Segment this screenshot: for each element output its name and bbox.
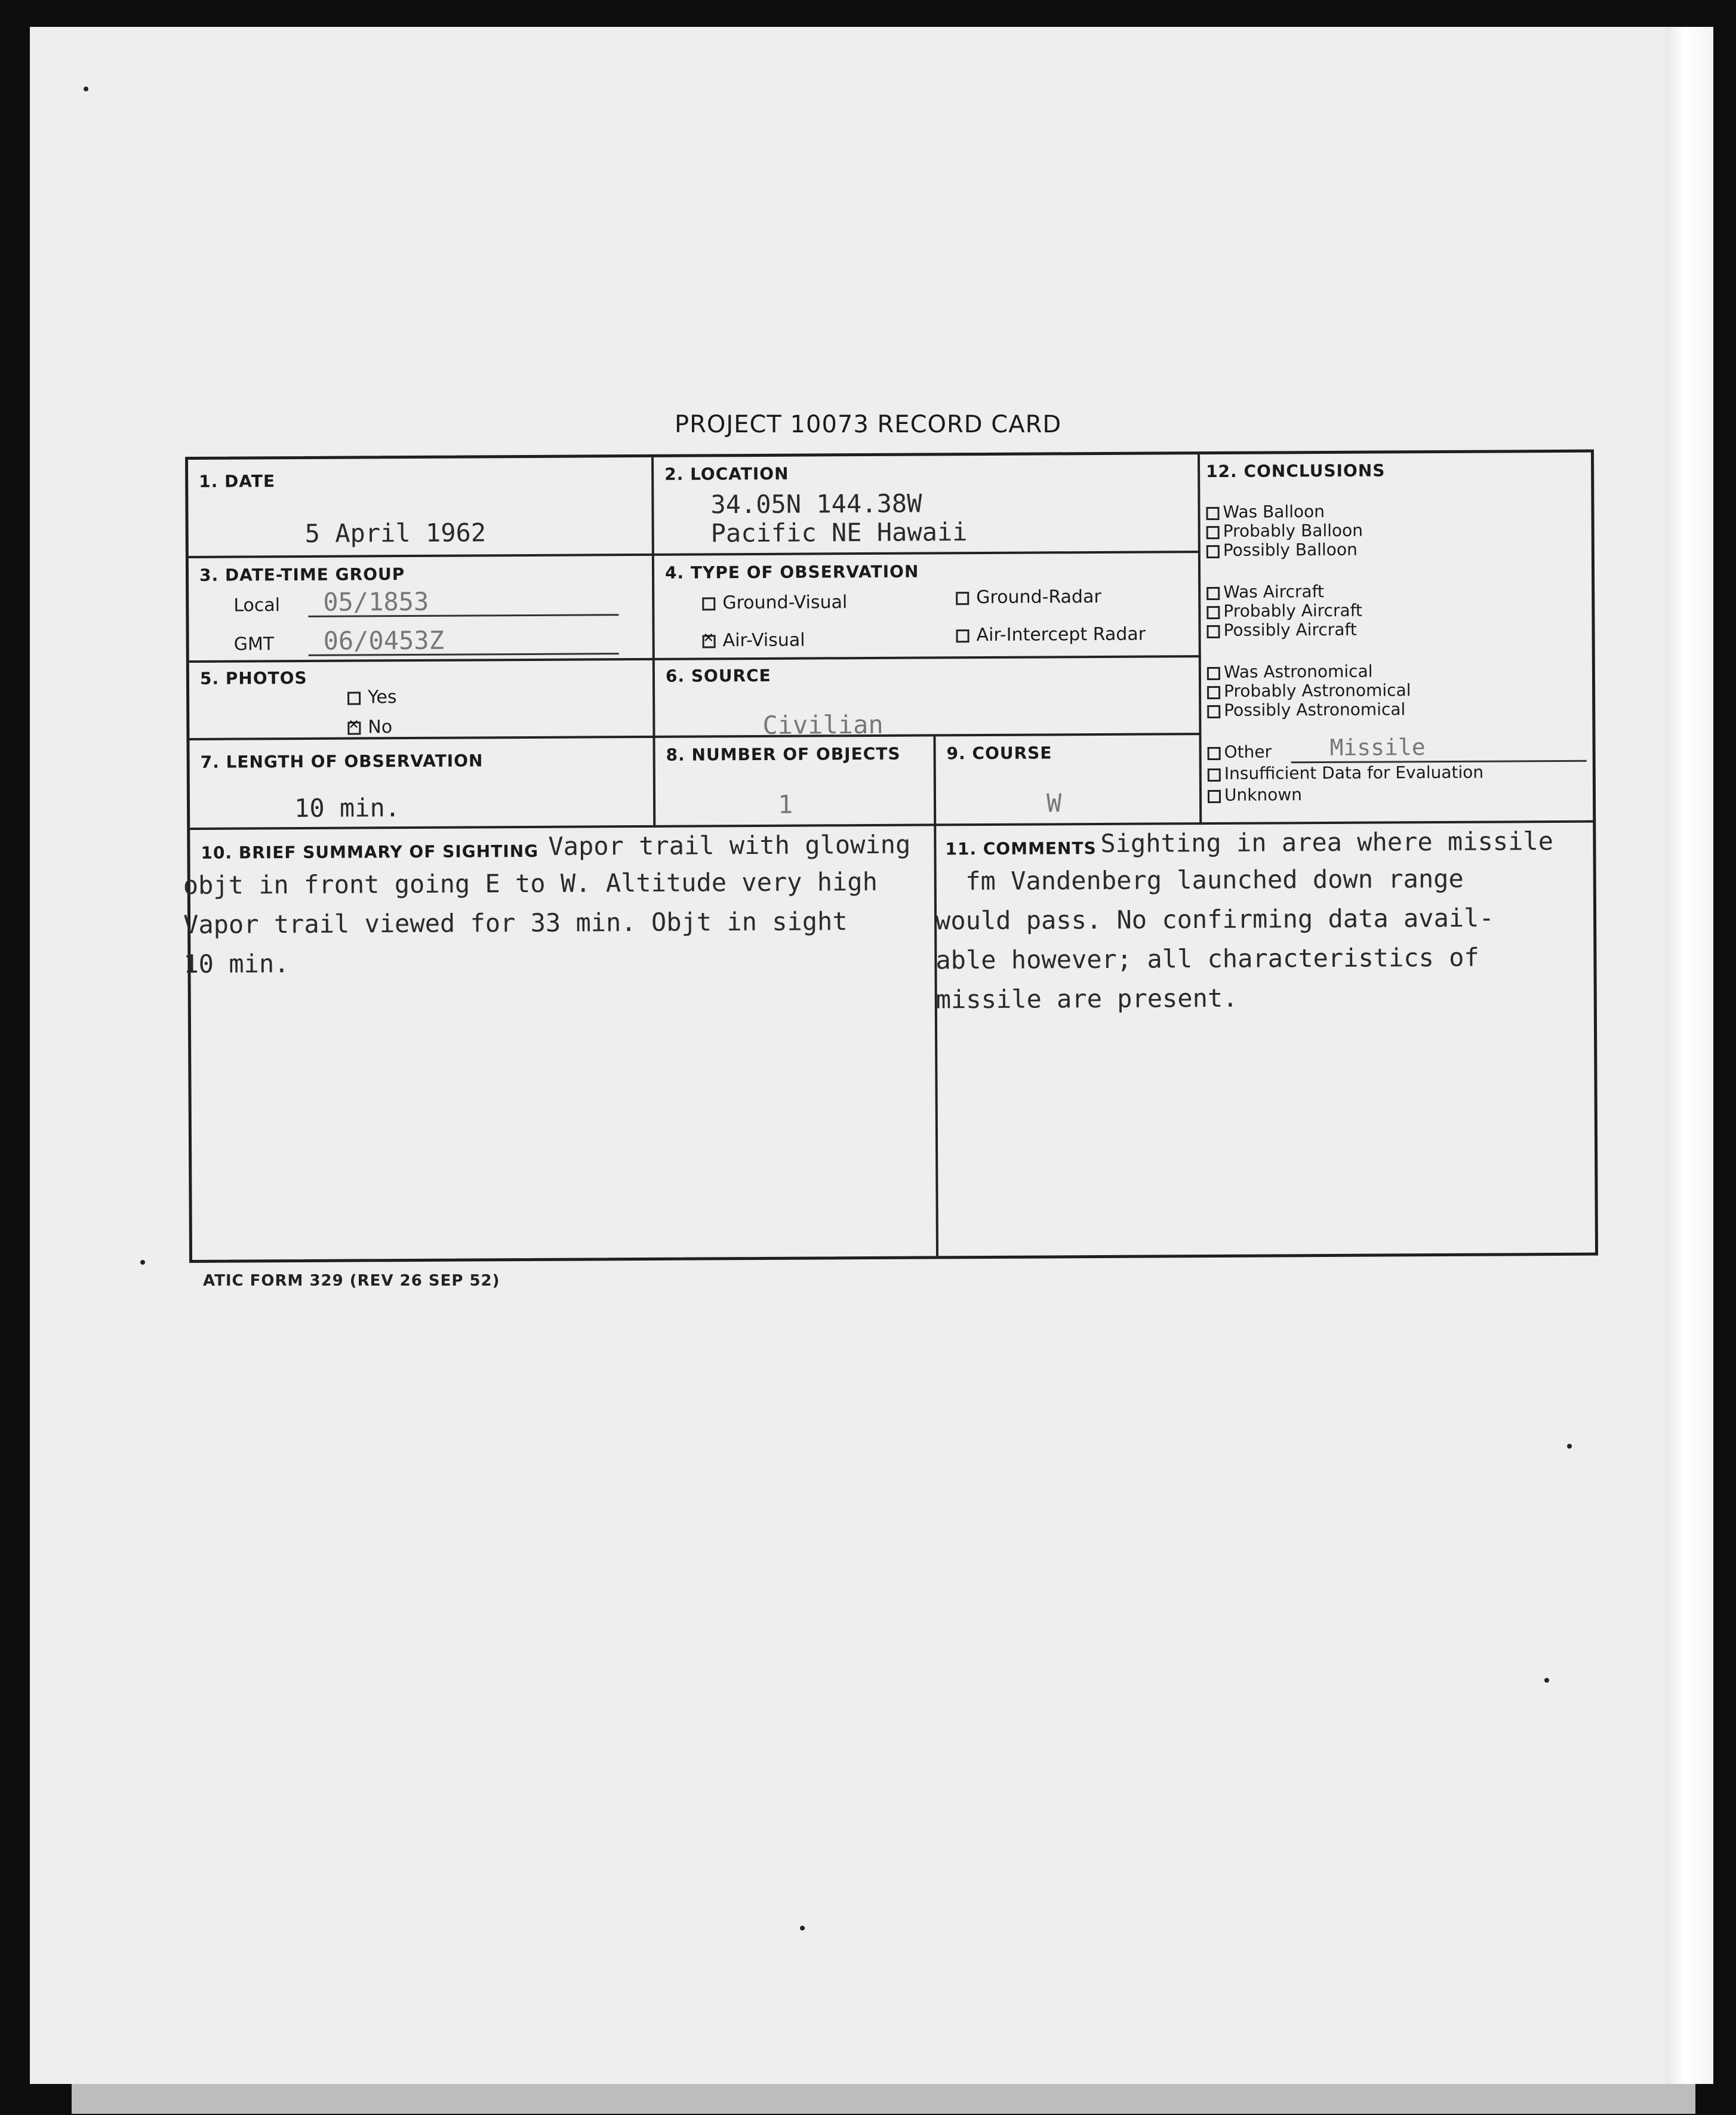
photos-label: 5. PHOTOS <box>199 668 307 688</box>
comments-first-line: Sighting in area where missile <box>1100 826 1554 858</box>
length-of-observation-label: 7. LENGTH OF OBSERVATION <box>200 751 484 772</box>
conclusion-probably-aircraft: Probably Aircraft <box>1223 600 1363 621</box>
checkbox-icon <box>1206 545 1220 558</box>
checkbox-icon <box>347 691 361 705</box>
comments-cell <box>936 823 1595 1256</box>
number-of-objects-cell <box>655 736 936 827</box>
length-of-observation-cell <box>189 738 655 830</box>
option-ground-radar <box>956 586 1101 608</box>
photos-no-label: No <box>368 717 393 738</box>
gmt-time-value: 06/0453Z <box>323 625 445 656</box>
dust-speck <box>84 87 88 91</box>
comments-label: 11. COMMENTS <box>945 838 1097 859</box>
length-of-observation-value: 10 min. <box>294 793 401 823</box>
checkbox-icon <box>1207 705 1220 718</box>
paper-edge <box>1666 27 1713 2084</box>
course-label: 9. COURSE <box>946 743 1052 764</box>
option-ground-visual-label: Ground-Visual <box>722 592 848 614</box>
form-number: ATIC FORM 329 (REV 26 SEP 52) <box>203 1272 500 1290</box>
checkbox-icon <box>1208 790 1221 803</box>
date-label: 1. DATE <box>199 471 276 491</box>
comments-text: fm Vandenberg launched down range would pass. No confirming data avail- able however; all characteristics of missile are present. <box>935 863 1494 1015</box>
checkbox-icon <box>956 629 969 643</box>
photos-yes <box>347 687 397 708</box>
conclusions-label: 12. CONCLUSIONS <box>1206 460 1386 482</box>
location-coordinates: 34.05N 144.38W <box>710 488 922 519</box>
option-ground-visual <box>702 592 847 613</box>
checkbox-icon <box>1207 686 1220 699</box>
checkbox-icon <box>1206 587 1220 600</box>
summary-cell <box>183 826 938 1260</box>
conclusion-other-label: Other <box>1224 742 1272 762</box>
gmt-label: GMT <box>233 634 275 655</box>
date-cell <box>188 457 654 558</box>
checkbox-icon <box>1206 606 1220 619</box>
dust-speck <box>1544 1678 1549 1683</box>
checkbox-icon <box>702 597 715 610</box>
location-area: Pacific NE Hawaii <box>710 517 968 548</box>
source-value: Civilian <box>762 709 884 740</box>
type-of-observation-label: 4. TYPE OF OBSERVATION <box>664 561 919 583</box>
conclusion-was-astronomical: Was Astronomical <box>1223 661 1373 682</box>
scan-border <box>72 2084 1695 2114</box>
checked-box-icon <box>703 635 716 648</box>
option-ground-radar-label: Ground-Radar <box>976 586 1101 608</box>
checkbox-icon <box>1208 747 1221 760</box>
source-label: 6. SOURCE <box>665 665 771 686</box>
date-time-group-cell <box>189 556 655 663</box>
date-time-group-label: 3. DATE-TIME GROUP <box>199 564 405 585</box>
checked-box-icon <box>347 721 361 734</box>
conclusion-was-aircraft: Was Aircraft <box>1223 582 1325 602</box>
checkbox-icon <box>1206 526 1220 539</box>
conclusions-cell <box>1200 453 1593 825</box>
photos-yes-label: Yes <box>368 687 397 708</box>
conclusion-probably-astronomical: Probably Astronomical <box>1223 680 1411 701</box>
option-air-visual-label: Air-Visual <box>722 629 805 651</box>
type-of-observation-cell <box>654 553 1201 660</box>
dust-speck <box>1567 1444 1572 1449</box>
checkbox-icon <box>1207 667 1220 680</box>
checkbox-icon <box>1208 768 1221 782</box>
local-label: Local <box>233 595 281 616</box>
conclusion-possibly-balloon: Possibly Balloon <box>1223 539 1358 560</box>
dust-speck <box>800 1926 805 1930</box>
course-value: W <box>1046 788 1062 818</box>
conclusion-was-balloon: Was Balloon <box>1223 502 1325 522</box>
summary-label: 10. BRIEF SUMMARY OF SIGHTING <box>201 841 539 863</box>
number-of-objects-label: 8. NUMBER OF OBJECTS <box>666 743 901 765</box>
checkbox-icon <box>956 592 969 605</box>
record-card <box>185 450 1598 1263</box>
option-air-intercept-radar <box>956 624 1146 646</box>
conclusion-other-value: Missile <box>1329 734 1426 761</box>
conclusion-unknown: Unknown <box>1224 785 1303 805</box>
conclusion-insufficient-data: Insufficient Data for Evaluation <box>1224 762 1484 783</box>
conclusion-possibly-aircraft: Possibly Aircraft <box>1223 619 1357 640</box>
checkbox-icon <box>1206 507 1219 520</box>
photos-cell <box>189 660 655 740</box>
conclusion-possibly-astronomical: Possibly Astronomical <box>1224 699 1406 720</box>
option-air-intercept-radar-label: Air-Intercept Radar <box>976 623 1146 646</box>
summary-first-line: Vapor trail with glowing <box>548 829 911 861</box>
summary-text: objt in front going E to W. Altitude very high Vapor trail viewed for 33 min. Objt in sight 10 min. <box>183 866 878 979</box>
card-title: PROJECT 10073 RECORD CARD <box>675 411 1062 438</box>
date-value: 5 April 1962 <box>304 518 487 548</box>
source-cell <box>655 657 1202 738</box>
dust-speck <box>140 1260 145 1265</box>
number-of-objects-value: 1 <box>777 789 793 819</box>
course-cell <box>935 735 1202 826</box>
location-cell <box>654 454 1201 556</box>
location-label: 2. LOCATION <box>664 463 789 484</box>
photos-no <box>347 717 392 737</box>
option-air-visual <box>703 630 805 651</box>
conclusion-probably-balloon: Probably Balloon <box>1223 520 1363 541</box>
checkbox-icon <box>1207 625 1220 638</box>
local-time-value: 05/1853 <box>323 586 429 617</box>
